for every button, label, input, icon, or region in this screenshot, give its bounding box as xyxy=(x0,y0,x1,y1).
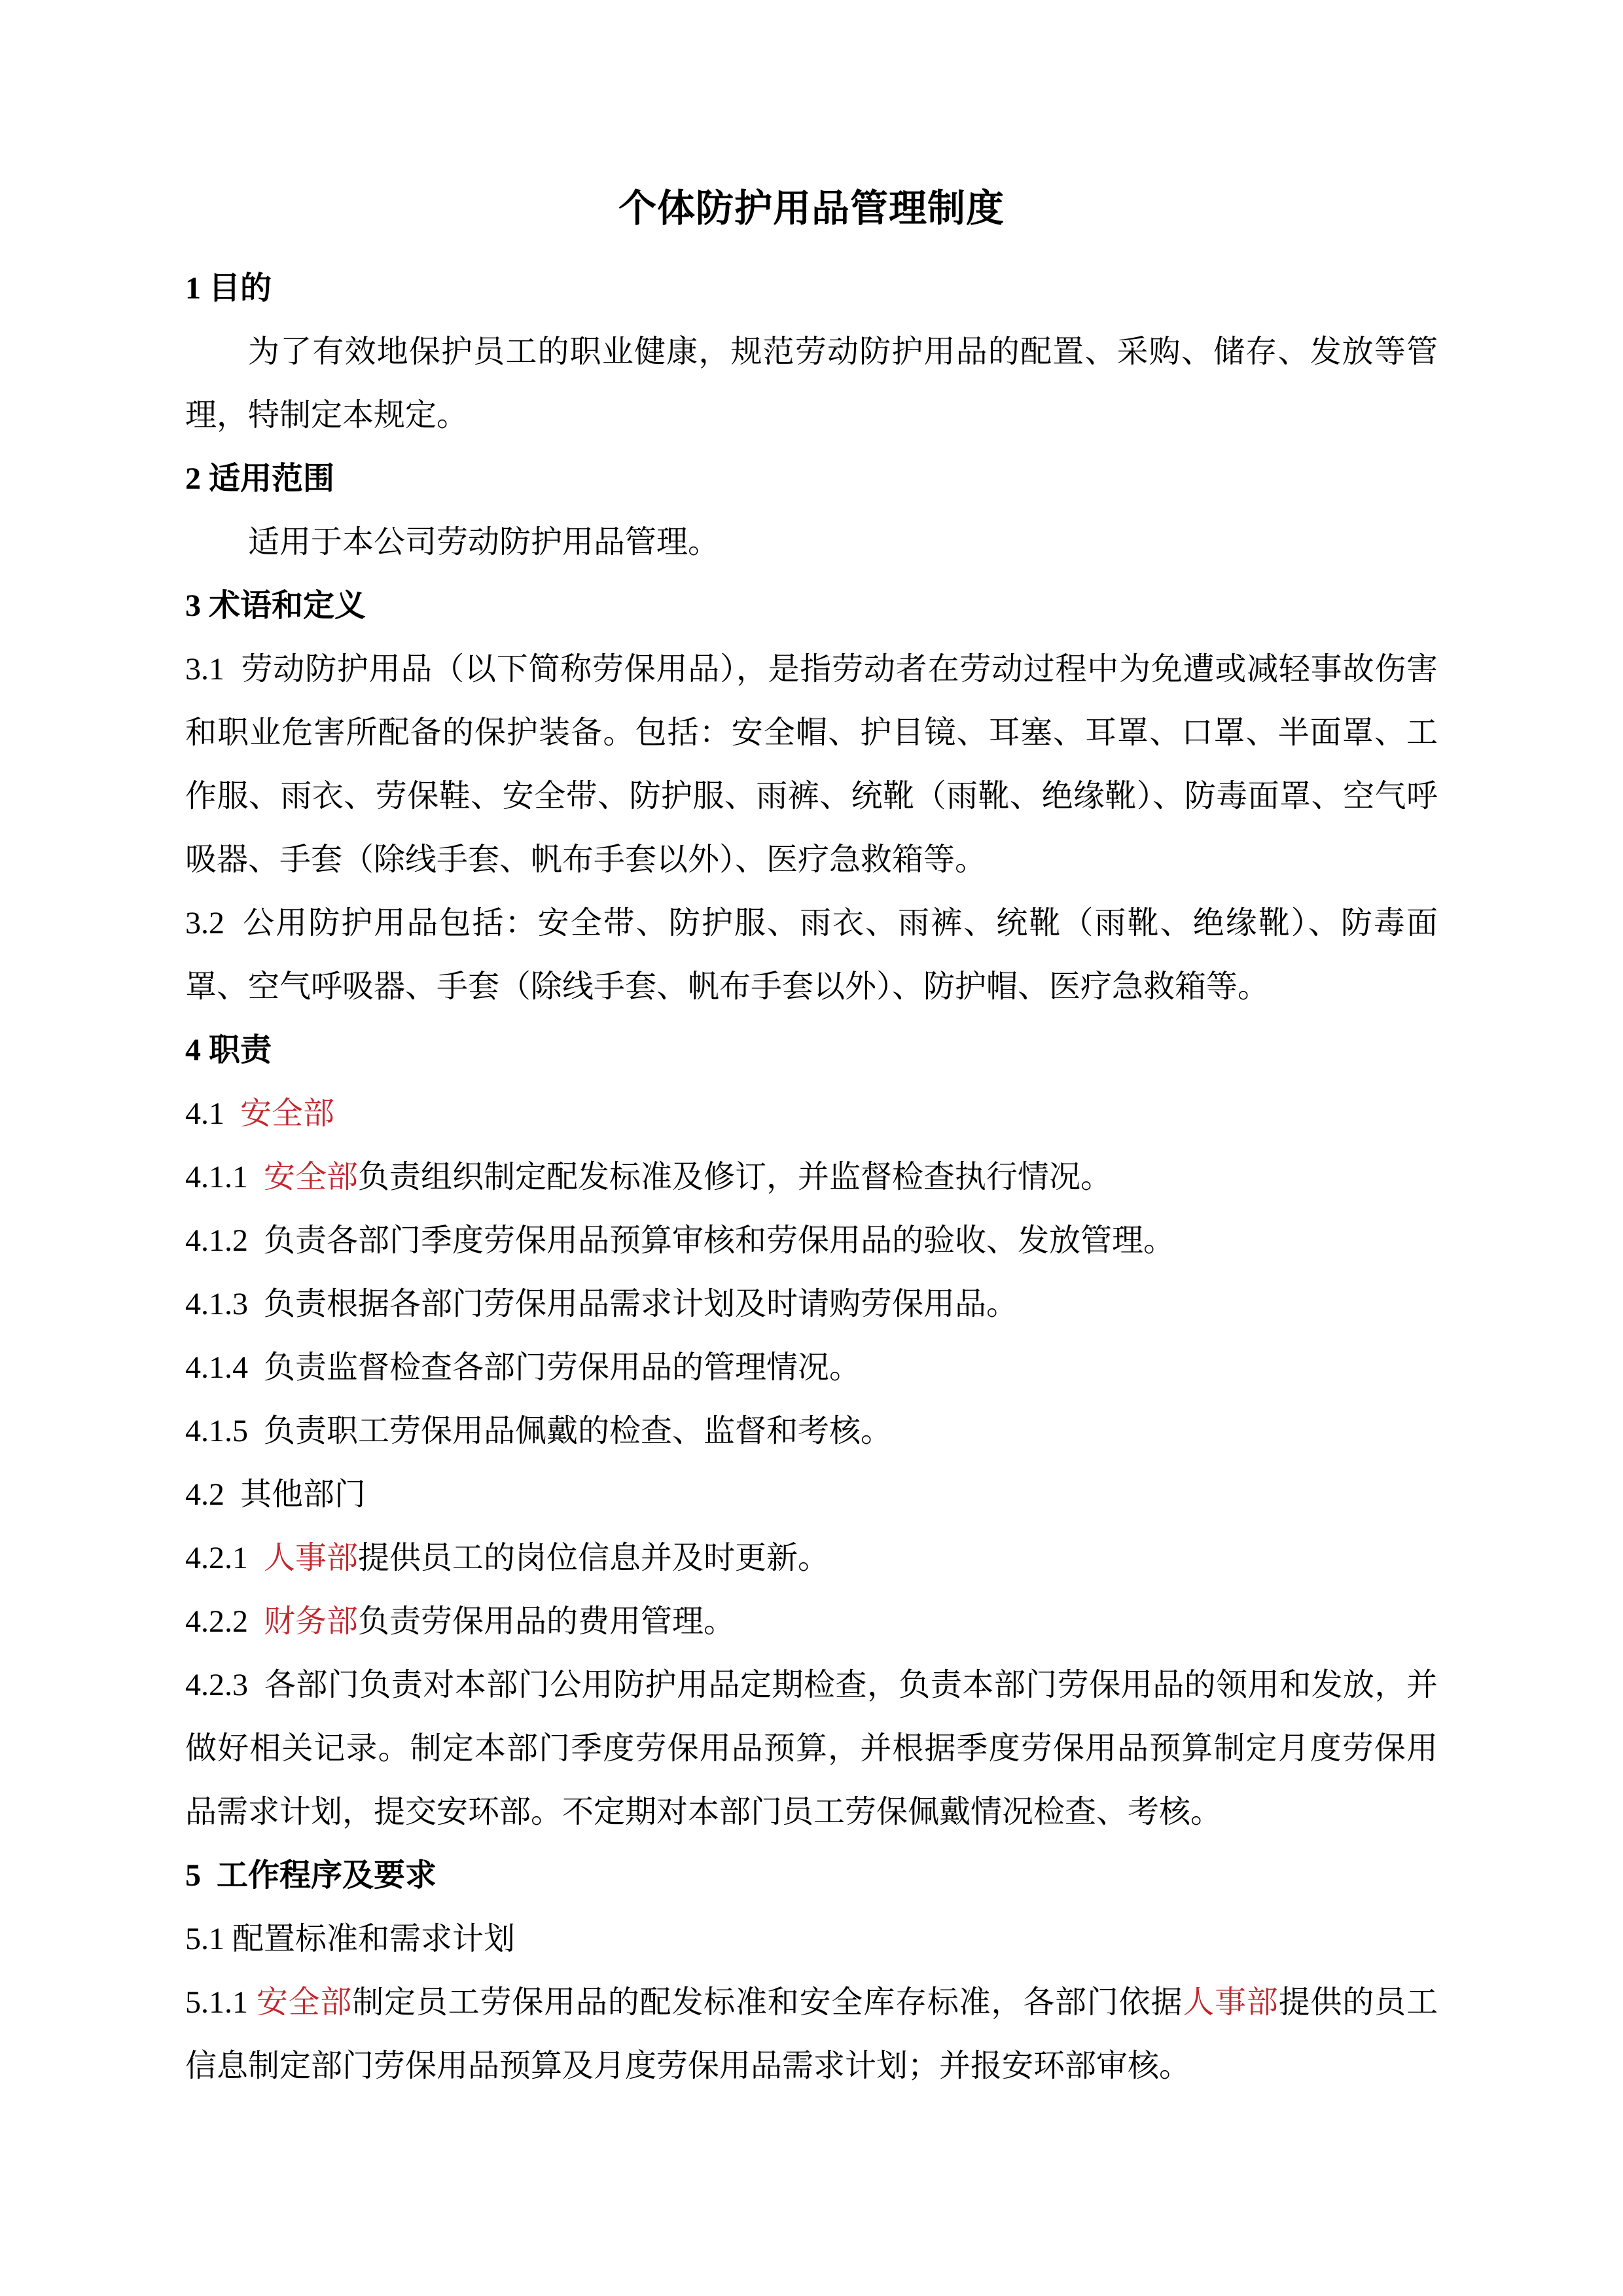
clause-number: 4.1 xyxy=(185,1096,240,1131)
clause-text: 负责劳保用品的费用管理。 xyxy=(358,1604,736,1639)
heading-purpose: 1 目的 xyxy=(185,271,272,306)
clause-5-1: 5.1 配置标准和需求计划 xyxy=(185,1922,516,1956)
clause-3-1: 3.1 劳动防护用品（以下简称劳保用品），是指劳动者在劳动过程中为免遭或减轻事故伤害和职业危害所配备的保护装备。包括：安全帽、护目镜、耳塞、耳罩、口罩、半面罩、工作服、雨衣、劳保鞋、安全带、防护服、雨裤、统靴（雨靴、绝缘靴）、防毒面罩、空气呼吸器、手套（除线手套、帆布手套以外）、医疗急救箱等。 xyxy=(185,652,1438,877)
heading-scope: 2 适用范围 xyxy=(185,461,335,496)
dept-safety-label: 安全部 xyxy=(256,1985,353,2020)
clause-4-2-2 xyxy=(185,1590,1438,1653)
clause-text: 提供员工的岗位信息并及时更新。 xyxy=(358,1541,830,1575)
dept-hr-label: 人事部 xyxy=(264,1541,359,1575)
clause-4-1-2: 4.1.2 负责各部门季度劳保用品预算审核和劳保用品的验收、发放管理。 xyxy=(185,1223,1175,1258)
clause-number: 4.2.2 xyxy=(185,1604,264,1639)
clause-4-2-1 xyxy=(185,1526,1438,1590)
clause-4-1-5: 4.1.5 负责职工劳保用品佩戴的检查、监督和考核。 xyxy=(185,1414,893,1448)
document-body xyxy=(185,257,1438,2098)
clause-text: 提供的员工信息制定部门劳保用品预算及月度劳保用品需求计划；并报安环部审核。 xyxy=(185,1985,1438,2083)
clause-4-1 xyxy=(185,1082,1438,1145)
clause-3-2: 3.2 公用防护用品包括：安全带、防护服、雨衣、雨裤、统靴（雨靴、绝缘靴）、防毒面罩、空气呼吸器、手套（除线手套、帆布手套以外）、防护帽、医疗急救箱等。 xyxy=(185,906,1438,1004)
dept-finance-label: 财务部 xyxy=(264,1604,359,1639)
clause-4-1-3: 4.1.3 负责根据各部门劳保用品需求计划及时请购劳保用品。 xyxy=(185,1287,1018,1321)
dept-hr-label: 人事部 xyxy=(1183,1985,1279,2020)
clause-number: 4.1.1 xyxy=(185,1160,264,1194)
clause-5-1-1 xyxy=(185,1971,1438,2098)
clause-text: 制定员工劳保用品的配发标准和安全库存标准，各部门依据 xyxy=(352,1985,1183,2020)
heading-work-procedures: 5 工作程序及要求 xyxy=(185,1858,437,1893)
clause-text: 负责组织制定配发标准及修订，并监督检查执行情况。 xyxy=(358,1160,1113,1194)
heading-responsibilities: 4 职责 xyxy=(185,1033,272,1067)
document-title: 个体防护用品管理制度 xyxy=(618,187,1005,230)
clause-number: 5.1.1 xyxy=(185,1985,257,2020)
para-purpose: 为了有效地保护员工的职业健康，规范劳动防护用品的配置、采购、储存、发放等管理，特制定本规定。 xyxy=(185,334,1438,433)
clause-4-1-1 xyxy=(185,1145,1438,1209)
clause-4-2: 4.2 其他部门 xyxy=(185,1477,366,1512)
clause-4-1-4: 4.1.4 负责监督检查各部门劳保用品的管理情况。 xyxy=(185,1350,861,1385)
clause-number: 4.2.1 xyxy=(185,1541,264,1575)
dept-safety-label: 安全部 xyxy=(240,1096,335,1131)
para-scope: 适用于本公司劳动防护用品管理。 xyxy=(248,525,720,560)
dept-safety-label: 安全部 xyxy=(264,1160,359,1194)
heading-terms-definitions: 3 术语和定义 xyxy=(185,588,366,623)
clause-4-2-3: 4.2.3 各部门负责对本部门公用防护用品定期检查，负责本部门劳保用品的领用和发放，并做好相关记录。制定本部门季度劳保用品预算，并根据季度劳保用品预算制定月度劳保用品需求计划，提交安环部。不定期对本部门员工劳保佩戴情况检查、考核。 xyxy=(185,1668,1438,1829)
